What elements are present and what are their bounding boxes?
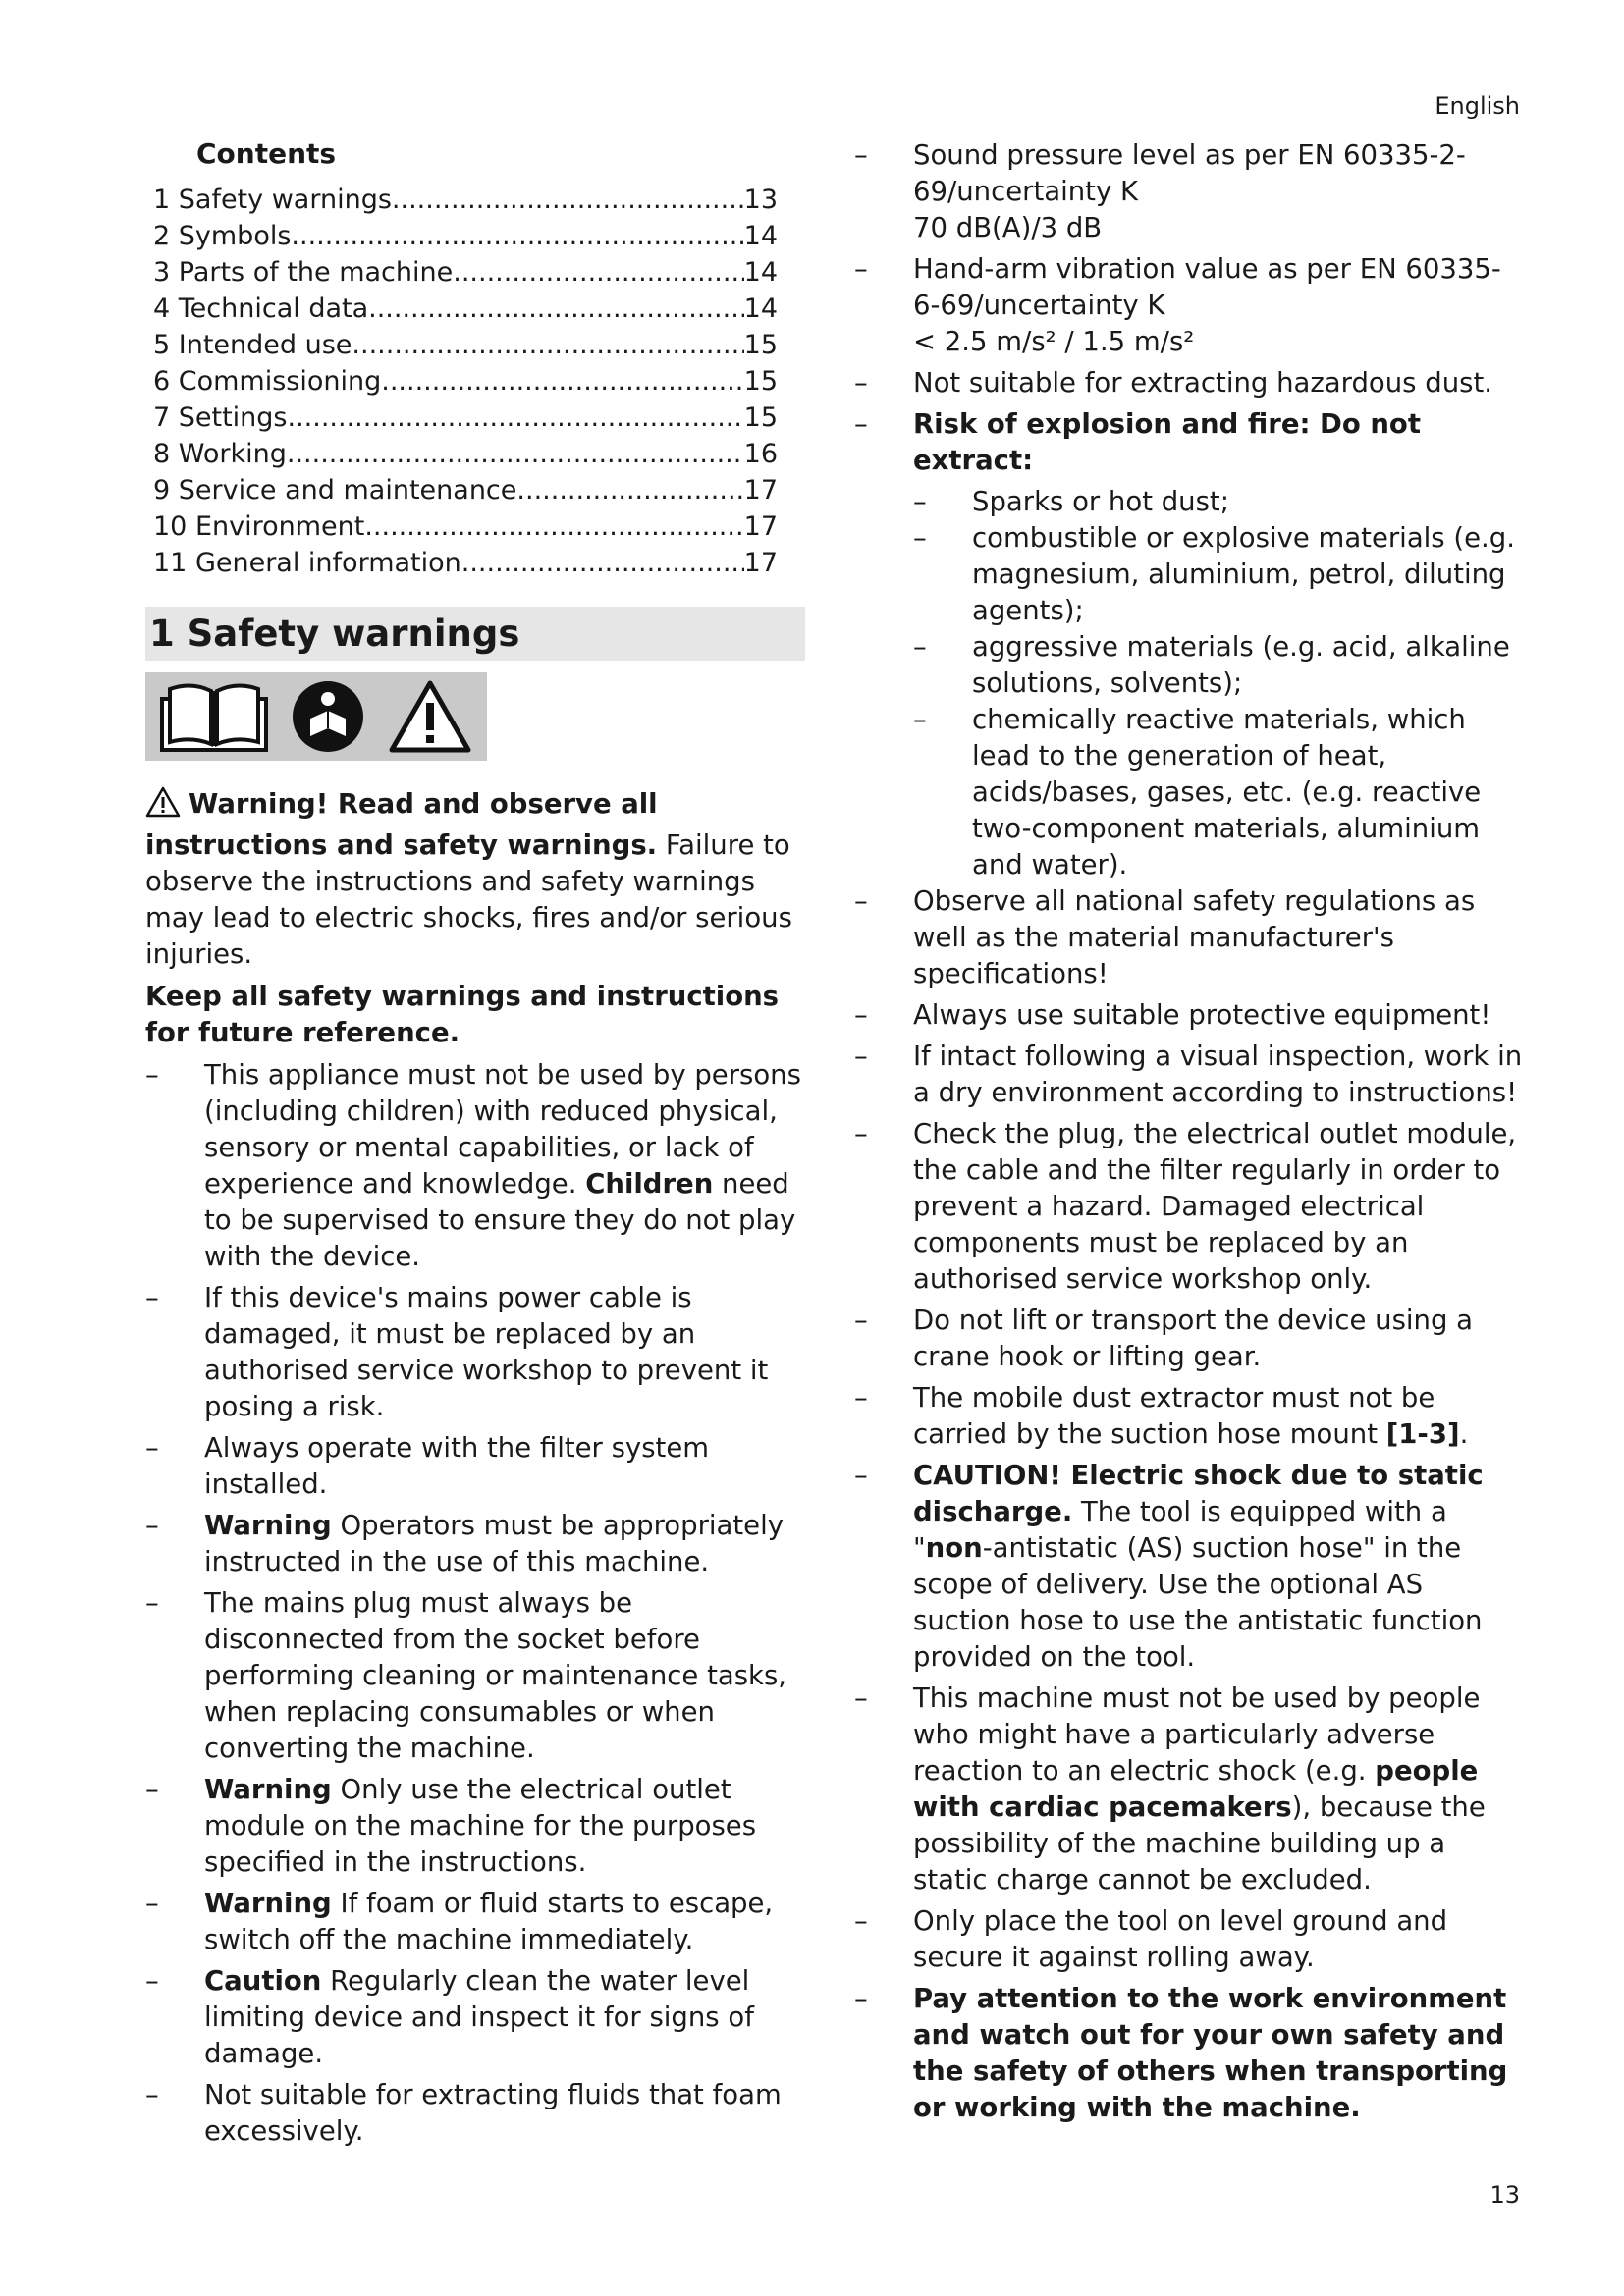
toc-leader <box>453 254 743 291</box>
toc-entry-title: 6 Commissioning <box>153 366 382 397</box>
toc-entry <box>153 508 778 545</box>
safety-list-item <box>145 1963 805 2072</box>
toc-entry-page: 16 <box>743 439 778 469</box>
left-column <box>145 137 805 2155</box>
toc-entry-title: 2 Symbols <box>153 221 292 251</box>
carry-item: – The mobile dust extractor must not be carried by the suction hose mount [1-3]. <box>854 1380 1527 1453</box>
table-of-contents <box>145 182 805 581</box>
toc-entry <box>153 400 778 436</box>
item-text: This appliance must not be used by persons (including children) with reduced physical, sensory or mental capabilities, or lack of experience and knowledge. <box>204 1059 801 1200</box>
toc-leader <box>516 472 743 508</box>
toc-entry-page: 17 <box>743 475 778 506</box>
warning-triangle-icon <box>388 679 472 754</box>
toc-entry-page: 15 <box>743 402 778 433</box>
explosion-sublist <box>854 484 1527 883</box>
toc-entry <box>153 436 778 472</box>
toc-leader <box>381 363 743 400</box>
item-label: Caution <box>204 1965 322 1997</box>
page-number: 13 <box>1489 2181 1520 2209</box>
read-manual-icon <box>160 679 268 754</box>
keep-instructions: Keep all safety warnings and instructions for future reference. <box>145 981 780 1048</box>
toc-entry-title: 8 Working <box>153 439 287 469</box>
safety-list-item <box>145 1280 805 1425</box>
item-text: Always operate with the filter system installed. <box>204 1432 710 1500</box>
item-text: Operators must be appropriately instructed in the use of this machine. <box>204 1510 784 1577</box>
warning-icon <box>145 786 181 828</box>
explosion-subitem: – combustible or explosive materials (e.g. magnesium, aluminium, petrol, diluting agents); <box>913 520 1527 629</box>
toc-entry-title: 3 Parts of the machine <box>153 257 454 288</box>
toc-entry-page: 15 <box>743 330 778 360</box>
item-label: Warning <box>204 1774 332 1805</box>
safety-list-item <box>145 1886 805 1958</box>
warning-lead <box>145 786 805 973</box>
toc-entry-page: 15 <box>743 366 778 397</box>
safety-list-item <box>145 1585 805 1767</box>
item-text: If foam or fluid starts to escape, switch off the machine immediately. <box>204 1888 774 1955</box>
toc-leader <box>287 436 744 472</box>
toc-leader <box>364 508 743 545</box>
toc-entry-page: 17 <box>743 511 778 542</box>
safety-list-item <box>145 1772 805 1881</box>
toc-entry-title: 7 Settings <box>153 402 288 433</box>
level-ground-item: – Only place the tool on level ground and secure it against rolling away. <box>854 1903 1527 1976</box>
left-safety-list <box>145 1057 805 2150</box>
toc-leader <box>368 291 744 327</box>
item-label: Warning <box>204 1510 332 1541</box>
pacemaker-item: – This machine must not be used by people who might have a particularly adverse reaction to an electric shock (e.g. people with cardiac pacemakers), because the possibility of the machine building up a static charge cannot be excluded. <box>854 1681 1527 1898</box>
sound-pressure-item: – Sound pressure level as per EN 60335-2-69/uncertainty K 70 dB(A)/3 dB <box>854 137 1527 246</box>
explosion-subitem: – Sparks or hot dust; <box>913 484 1527 520</box>
language-label: English <box>1435 92 1520 120</box>
work-environment-item: – Pay attention to the work environment and watch out for your own safety and the safety of others when transporting or working with the machine. <box>854 1981 1527 2126</box>
toc-entry-title: 1 Safety warnings <box>153 185 392 215</box>
vibration-item: – Hand-arm vibration value as per EN 60335-6-69/uncertainty K < 2.5 m/s² / 1.5 m/s² <box>854 251 1527 360</box>
toc-entry-title: 9 Service and maintenance <box>153 475 517 506</box>
item-text: Regularly clean the water level limiting device and inspect it for signs of damage. <box>204 1965 754 2069</box>
item-text: If this device's mains power cable is damaged, it must be replaced by an authorised service workshop to prevent it posing a risk. <box>204 1282 769 1422</box>
static-discharge-item: – CAUTION! Electric shock due to static discharge. The tool is equipped with a "non-antistatic (AS) suction hose" in the scope of delivery. Use the optional AS suction hose to use the antistatic function provided on the tool. <box>854 1458 1527 1676</box>
toc-leader <box>461 545 744 581</box>
safety-list-item <box>145 1057 805 1275</box>
toc-leader <box>392 182 744 218</box>
toc-entry <box>153 545 778 581</box>
hazardous-dust-item: – Not suitable for extracting hazardous dust. <box>854 365 1527 401</box>
toc-entry <box>153 291 778 327</box>
item-label: Warning <box>204 1888 332 1919</box>
national-regulations-item: – Observe all national safety regulations as well as the material manufacturer's specifications! <box>854 883 1527 992</box>
explosion-item: – Risk of explosion and fire: Do not extract: <box>854 406 1527 479</box>
toc-entry-page: 13 <box>743 185 778 215</box>
safety-list-item <box>145 1508 805 1580</box>
toc-entry-page: 17 <box>743 548 778 578</box>
warning-lead-text: Failure to observe the instructions and safety warnings may lead to electric shocks, fires and/or serious injuries. <box>145 829 792 970</box>
toc-entry <box>153 472 778 508</box>
item-text: The mains plug must always be disconnected from the socket before performing cleaning or maintenance tasks, when replacing consumables or when converting the machine. <box>204 1587 787 1764</box>
item-text: Only use the electrical outlet module on the machine for the purposes specified in the instructions. <box>204 1774 757 1878</box>
contents-title: Contents <box>196 137 337 170</box>
sound-pressure-value: 70 dB(A)/3 dB <box>913 212 1103 243</box>
warning-lead-bold: Warning! Read and observe all instructions and safety warnings. <box>145 788 658 861</box>
toc-entry-page: 14 <box>743 221 778 251</box>
toc-entry <box>153 254 778 291</box>
toc-leader <box>288 400 744 436</box>
toc-entry-title: 5 Intended use <box>153 330 352 360</box>
toc-entry-page: 14 <box>743 257 778 288</box>
toc-leader <box>352 327 743 363</box>
toc-entry <box>153 218 778 254</box>
toc-leader <box>291 218 743 254</box>
right-column <box>854 137 1527 2131</box>
check-plug-item: – Check the plug, the electrical outlet module, the cable and the filter regularly in order to prevent a hazard. Damaged electrical components must be replaced by an authorised service workshop only. <box>854 1116 1527 1298</box>
protective-equipment-item: – Always use suitable protective equipment! <box>854 997 1527 1034</box>
toc-entry <box>153 363 778 400</box>
item-emphasis: Children <box>585 1168 714 1200</box>
safety-icon-bar <box>145 672 487 761</box>
section-heading: 1 Safety warnings <box>145 607 805 661</box>
toc-entry-title: 11 General information <box>153 548 461 578</box>
dry-environment-item: – If intact following a visual inspection, work in a dry environment according to instructions! <box>854 1039 1527 1111</box>
toc-entry-title: 4 Technical data <box>153 294 369 324</box>
toc-entry-title: 10 Environment <box>153 511 365 542</box>
item-text: Not suitable for extracting fluids that foam excessively. <box>204 2079 782 2147</box>
toc-entry-page: 14 <box>743 294 778 324</box>
read-instructions-icon <box>291 679 365 754</box>
vibration-value: < 2.5 m/s² / 1.5 m/s² <box>913 326 1195 357</box>
toc-entry <box>153 182 778 218</box>
explosion-subitem: – aggressive materials (e.g. acid, alkaline solutions, solvents); <box>913 629 1527 702</box>
safety-list-item <box>145 1430 805 1503</box>
item-text-cont: need to be supervised to ensure they do not play with the device. <box>204 1168 796 1272</box>
explosion-subitem: – chemically reactive materials, which lead to the generation of heat, acids/bases, gases, etc. (e.g. reactive two-component materials, aluminium and water). <box>913 702 1527 883</box>
toc-entry <box>153 327 778 363</box>
lifting-item: – Do not lift or transport the device using a crane hook or lifting gear. <box>854 1303 1527 1375</box>
safety-list-item <box>145 2077 805 2150</box>
